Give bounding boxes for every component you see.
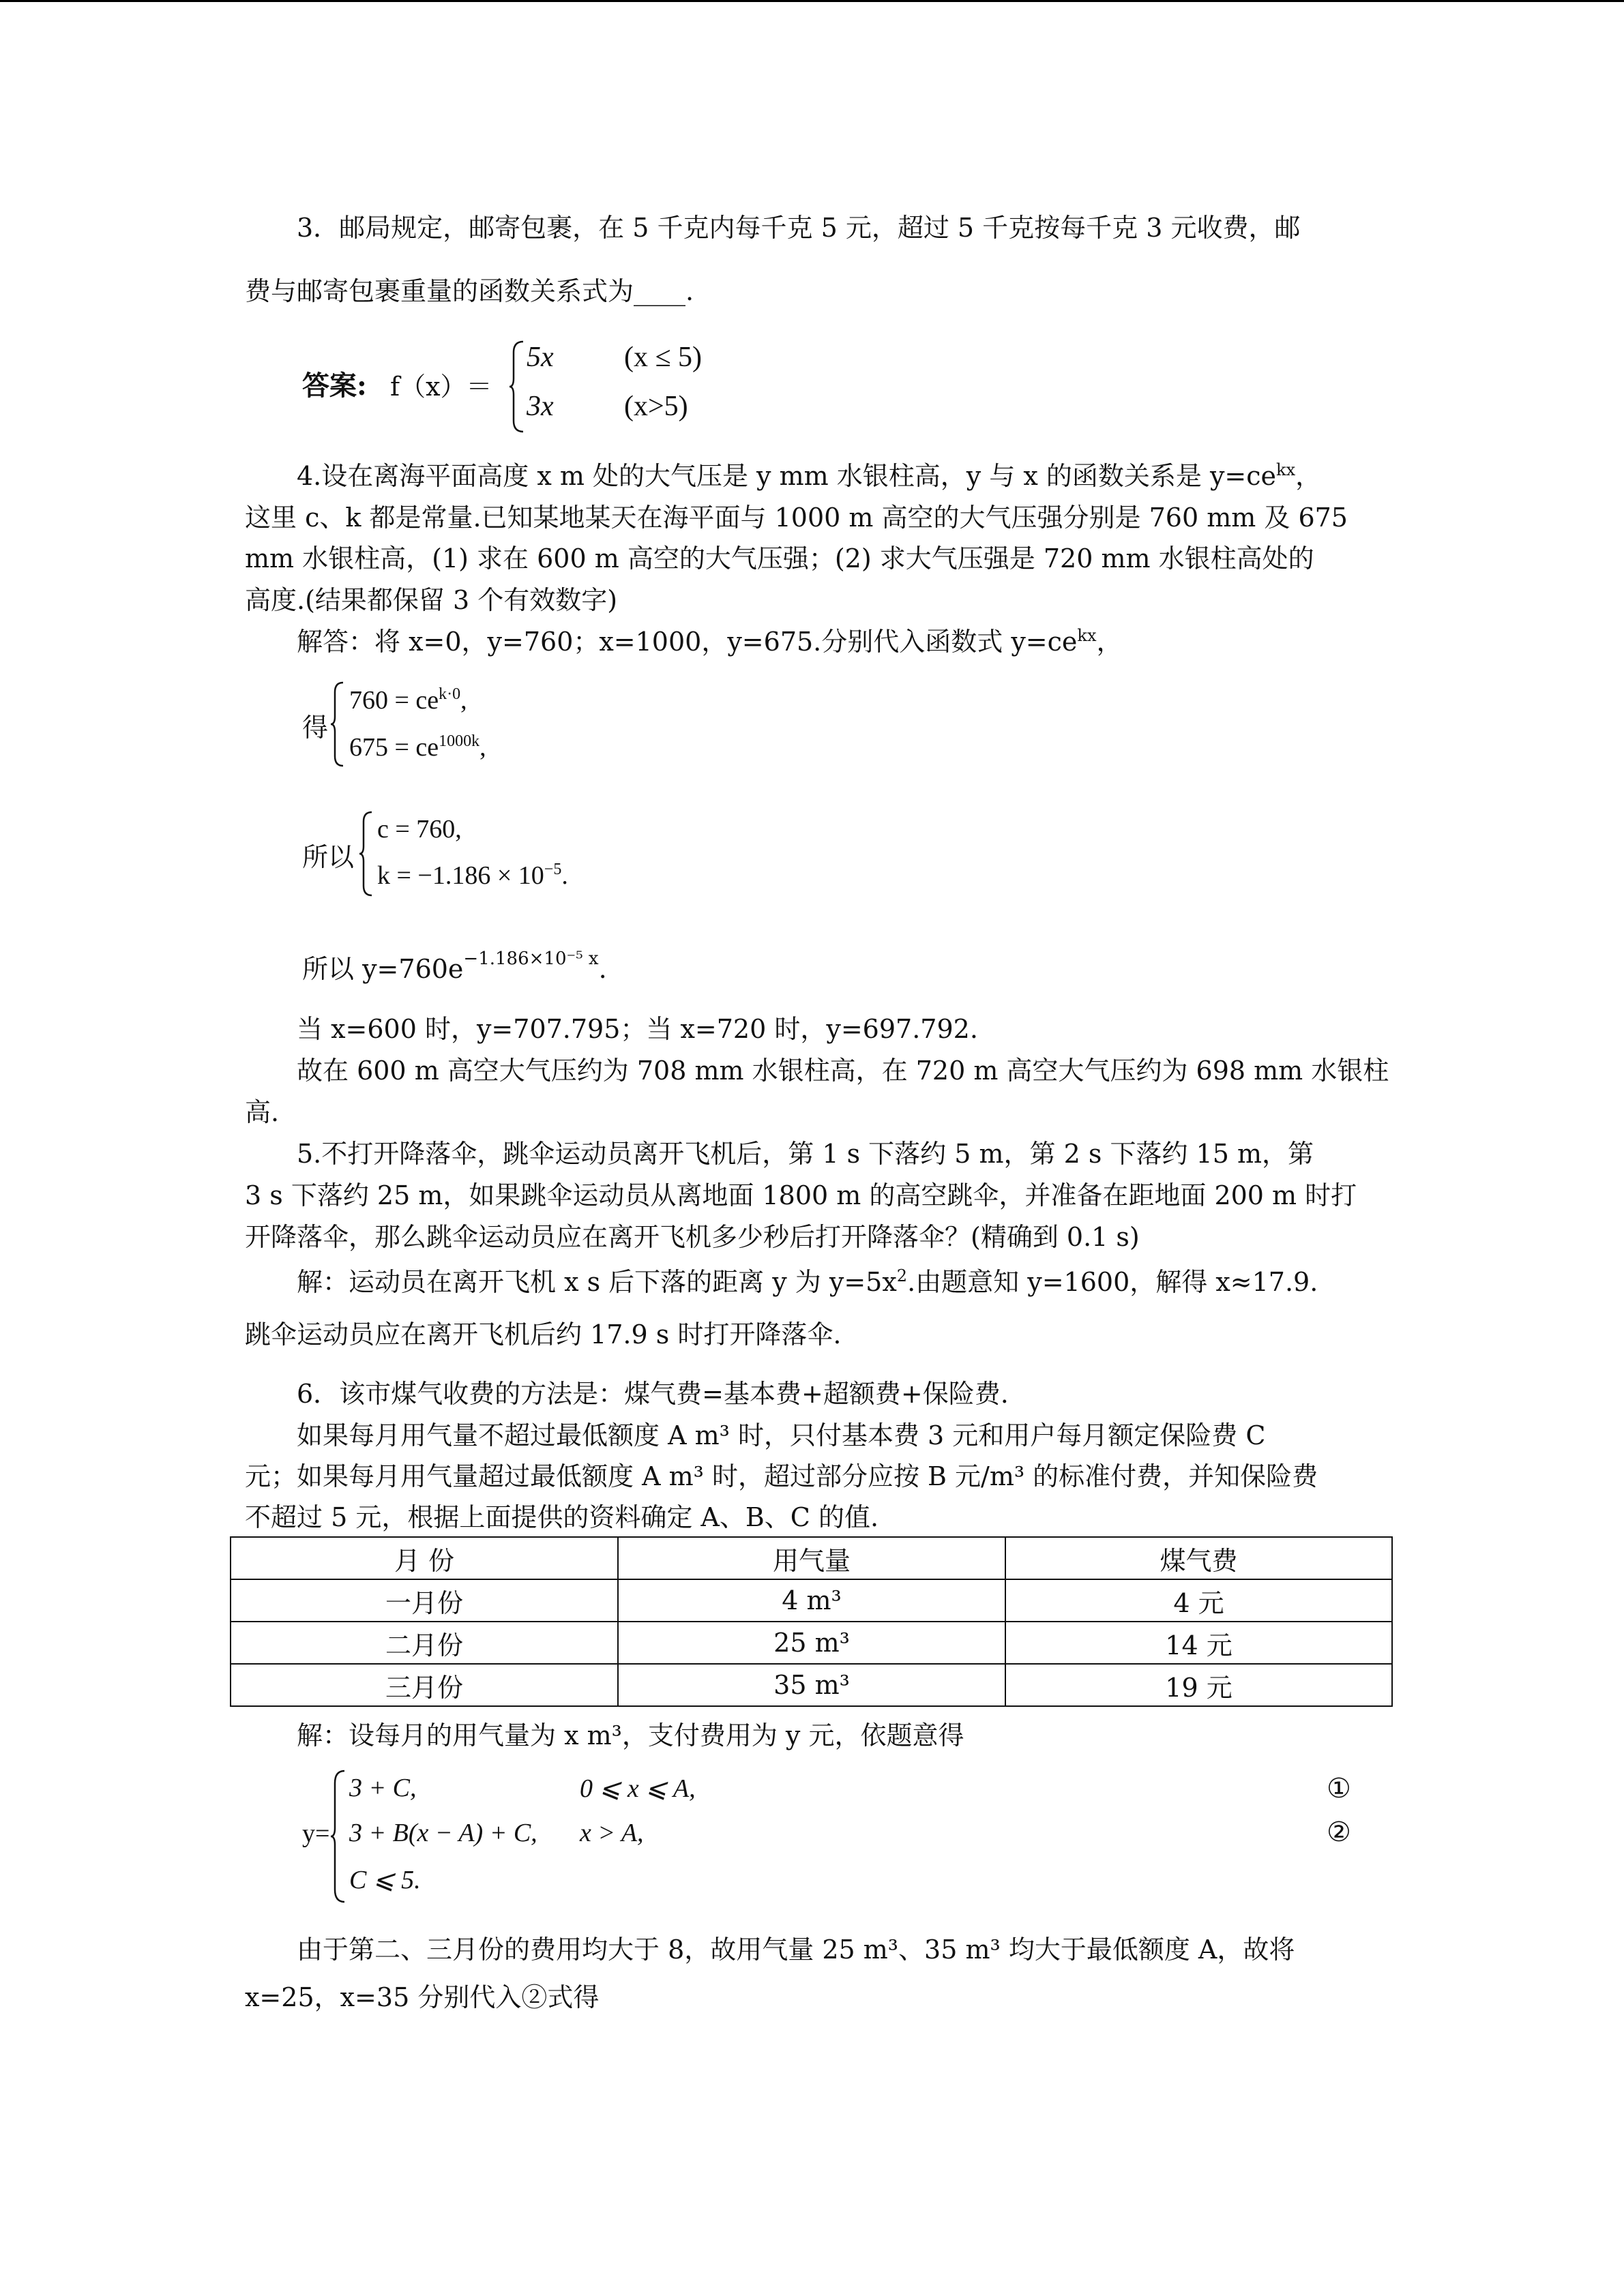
table-cell: 35 m³ [618,1664,1005,1706]
q3-case2: 3x [527,391,554,422]
q4-solution-line1: 解答：将 x=0，y=760；x=1000，y=675.分别代入函数式 $y=ce^{kx}$， [297,626,1123,657]
q5-line1: 5.不打开降落伞，跳伞运动员离开飞机后，第 1 s 下落约 5 m，第 2 s 下落约 15 m，第 [297,1139,1314,1169]
q6-line1: 6．该市煤气收费的方法是：煤气费=基本费+超额费+保险费. [297,1379,1009,1409]
table-row [231,1622,1392,1664]
table-row [231,1579,1392,1622]
equation-mark-2: ② [1327,1817,1351,1848]
q4-line2: 这里 c、k 都是常量.已知某地某天在海平面与 1000 m 高空的大气压强分别是 760 mm 及 675 [245,503,1348,533]
q3-cond1: (x ≤ 5) [624,342,703,373]
q4-suoyi: 所以 [302,842,355,872]
q4-de: 得 [302,713,329,743]
gas-fee-table [230,1536,1393,1707]
q3-answer-f: f（x）＝ [390,372,492,402]
table-cell: 4 m³ [618,1579,1005,1622]
q6-brace [329,1768,347,1905]
q6-sys1: 3 + C, [349,1774,417,1802]
q5-solution-2: 跳伞运动员应在离开飞机后约 17.9 s 时打开降落伞. [245,1320,842,1350]
q4-brace-1 [329,680,346,769]
q4-eq1: $760 = ce^{k\cdot 0}$, [349,685,467,715]
table-header-cell: 月 份 [231,1537,618,1579]
table-cell: 三月份 [231,1664,618,1706]
table-header-cell: 用气量 [618,1537,1005,1579]
q4-line1: 4.设在离海平面高度 x m 处的大气压是 y mm 水银柱高，y 与 x 的函数关系是 $y=ce^{kx}$， [297,460,1322,491]
q4-line3: mm 水银柱高，(1) 求在 600 m 高空的大气压强；(2) 求大气压强是 720 mm 水银柱高处的 [245,543,1314,573]
q3-case1: 5x [527,342,554,373]
q4-eq3: c = 760, [377,815,462,844]
q3-brace [508,339,526,434]
q6-sys2-cond: x > A, [580,1819,644,1847]
table-row [231,1664,1392,1706]
q6-after-2: x=25，x=35 分别代入②式得 [245,1982,600,2012]
q6-solution: 解：设每月的用气量为 x m³，支付费用为 y 元，依题意得 [297,1720,964,1750]
q5-line2: 3 s 下落约 25 m，如果跳伞运动员从离地面 1800 m 的高空跳伞，并准备在距地面 200 m 时打 [245,1180,1357,1210]
q3-answer-label: 答案: [302,370,367,402]
table-header-row [231,1537,1392,1579]
table-cell: 二月份 [231,1622,618,1664]
q6-para1: 如果每月用气量不超过最低额度 A m³ 时，只付基本费 3 元和用户每月额定保险费 C [297,1420,1266,1450]
q4-when: 当 x=600 时，y=707.795；当 x=720 时，y=697.792. [297,1014,978,1044]
q6-sys1-cond: 0 ⩽ x ⩽ A, [580,1774,696,1803]
table-cell: 14 元 [1005,1622,1392,1664]
q5-solution-1: 解：运动员在离开飞机 x s 后下落的距离 y 为 $y=5x^2$.由题意知 y=1600，解得 x≈17.9. [297,1266,1318,1297]
q6-after-1: 由于第二、三月份的费用均大于 8，故用气量 25 m³、35 m³ 均大于最低额度 A，故将 [297,1935,1295,1965]
q6-sys3: C ⩽ 5. [349,1866,421,1894]
table-cell: 19 元 [1005,1664,1392,1706]
table-cell: 一月份 [231,1579,618,1622]
q3-cond2: (x>5) [624,391,688,422]
table-cell: 25 m³ [618,1622,1005,1664]
q3-line2: 费与邮寄包裹重量的函数关系式为____. [245,276,694,306]
table-cell: 4 元 [1005,1579,1392,1622]
equation-mark-1: ① [1327,1773,1351,1804]
q4-eq2: $675 = ce^{1000k}$, [349,732,486,762]
q4-line4: 高度.(结果都保留 3 个有效数字) [245,585,618,615]
q4-result: 所以 $y=760e^{-1.186\times 10^{-5} x}$. [302,949,607,984]
q4-brace-2 [358,809,374,898]
q6-para3: 不超过 5 元，根据上面提供的资料确定 A、B、C 的值. [245,1502,879,1532]
table-header-cell: 煤气费 [1005,1537,1392,1579]
top-rule [0,0,1624,2]
q6-y-equals: y= [302,1819,330,1848]
q4-eq4: $k = -1.186 \times 10^{-5}$. [377,861,568,890]
q4-conclusion-1: 故在 600 m 高空大气压约为 708 mm 水银柱高，在 720 m 高空大气压约为 698 mm 水银柱 [297,1056,1389,1086]
q3-line1: 3．邮局规定，邮寄包裹，在 5 千克内每千克 5 元，超过 5 千克按每千克 3 元收费，邮 [297,213,1301,243]
q4-conclusion-2: 高. [245,1097,280,1127]
q5-line3: 开降落伞，那么跳伞运动员应在离开飞机多少秒后打开降落伞？(精确到 0.1 s) [245,1222,1140,1252]
q6-sys2: 3 + B(x − A) + C, [349,1819,537,1847]
q6-para2: 元；如果每月用气量超过最低额度 A m³ 时，超过部分应按 B 元/m³ 的标准付费，并知保险费 [245,1461,1318,1491]
